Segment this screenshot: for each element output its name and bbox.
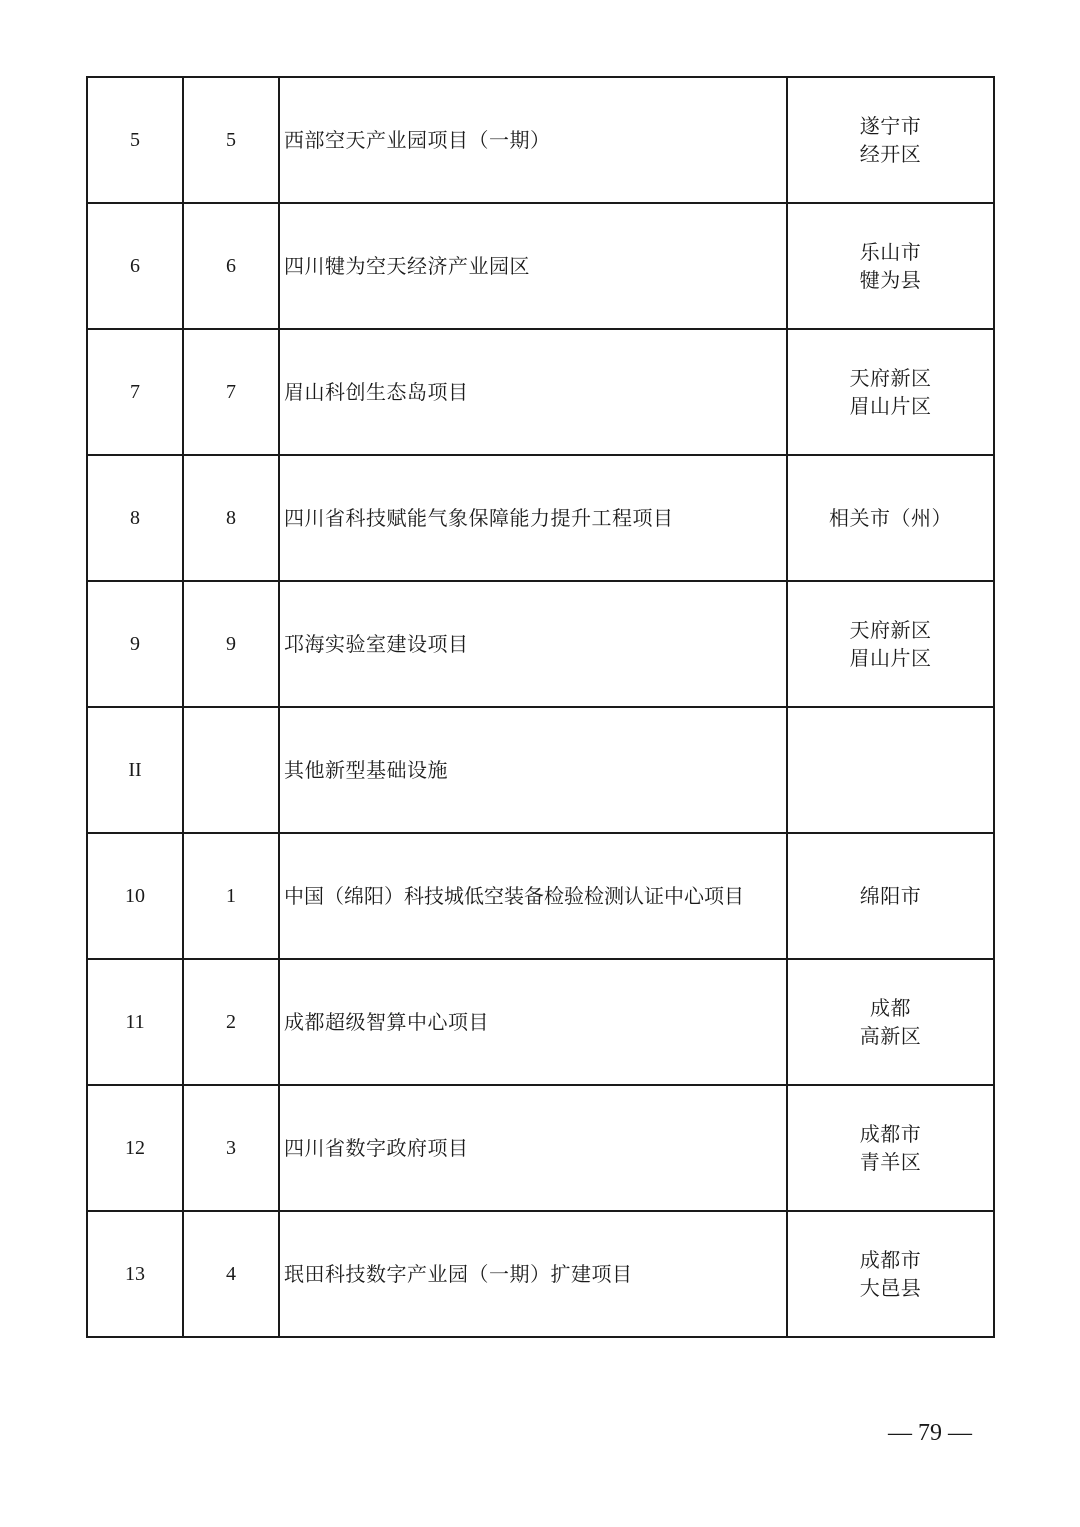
location-cell (787, 1085, 994, 1211)
location-line: 成都 (870, 996, 911, 1020)
table-row (87, 203, 994, 329)
category-name-cell: 其他新型基础设施 (279, 707, 787, 833)
sub-seq-cell: 1 (183, 833, 279, 959)
seq-cell: 10 (87, 833, 183, 959)
table-row (87, 707, 994, 833)
location-cell (787, 833, 994, 959)
location-line: 大邑县 (859, 1276, 922, 1300)
location-line: 相关市（州） (829, 506, 952, 530)
seq-cell: 13 (87, 1211, 183, 1337)
sub-seq-cell (183, 707, 279, 833)
sub-seq-cell: 7 (183, 329, 279, 455)
sub-seq-cell: 4 (183, 1211, 279, 1337)
table-row (87, 833, 994, 959)
location-line: 遂宁市 (859, 114, 922, 138)
seq-cell: 9 (87, 581, 183, 707)
location-line: 眉山片区 (849, 646, 932, 670)
sub-seq-cell: 6 (183, 203, 279, 329)
seq-cell: 8 (87, 455, 183, 581)
location-cell (787, 203, 994, 329)
project-name-cell: 珉田科技数字产业园（一期）扩建项目 (279, 1211, 787, 1337)
table-row (87, 1211, 994, 1337)
seq-cell: 6 (87, 203, 183, 329)
sub-seq-cell: 9 (183, 581, 279, 707)
location-cell (787, 959, 994, 1085)
table-row (87, 1085, 994, 1211)
location-line: 天府新区 (849, 366, 932, 390)
page-number: — 79 — (888, 1420, 972, 1446)
sub-seq-cell: 8 (183, 455, 279, 581)
location-line: 天府新区 (849, 618, 932, 642)
seq-cell: 7 (87, 329, 183, 455)
project-name-cell: 中国（绵阳）科技城低空装备检验检测认证中心项目 (279, 833, 787, 959)
project-table (86, 76, 995, 1338)
location-cell (787, 707, 994, 833)
project-name-cell: 四川省科技赋能气象保障能力提升工程项目 (279, 455, 787, 581)
table-row (87, 581, 994, 707)
location-line: 成都市 (859, 1122, 922, 1146)
location-line: 成都市 (859, 1248, 922, 1272)
location-cell (787, 329, 994, 455)
location-cell (787, 1211, 994, 1337)
seq-cell: 12 (87, 1085, 183, 1211)
sub-seq-cell: 2 (183, 959, 279, 1085)
project-name-cell: 邛海实验室建设项目 (279, 581, 787, 707)
location-cell (787, 455, 994, 581)
table-row (87, 959, 994, 1085)
location-line: 经开区 (859, 142, 922, 166)
seq-cell: 5 (87, 77, 183, 203)
seq-cell: 11 (87, 959, 183, 1085)
project-name-cell: 四川省数字政府项目 (279, 1085, 787, 1211)
sub-seq-cell: 3 (183, 1085, 279, 1211)
table-row (87, 455, 994, 581)
location-line: 眉山片区 (849, 394, 932, 418)
table-row (87, 77, 994, 203)
sub-seq-cell: 5 (183, 77, 279, 203)
project-name-cell: 眉山科创生态岛项目 (279, 329, 787, 455)
location-cell (787, 581, 994, 707)
seq-cell: II (87, 707, 183, 833)
location-line: 乐山市 (859, 240, 922, 264)
location-line: 青羊区 (859, 1150, 922, 1174)
project-name-cell: 四川犍为空天经济产业园区 (279, 203, 787, 329)
location-line: 犍为县 (859, 268, 922, 292)
location-line: 绵阳市 (859, 884, 922, 908)
location-line: 高新区 (859, 1024, 922, 1048)
location-cell (787, 77, 994, 203)
project-name-cell: 成都超级智算中心项目 (279, 959, 787, 1085)
project-name-cell: 西部空天产业园项目（一期） (279, 77, 787, 203)
table-row (87, 329, 994, 455)
